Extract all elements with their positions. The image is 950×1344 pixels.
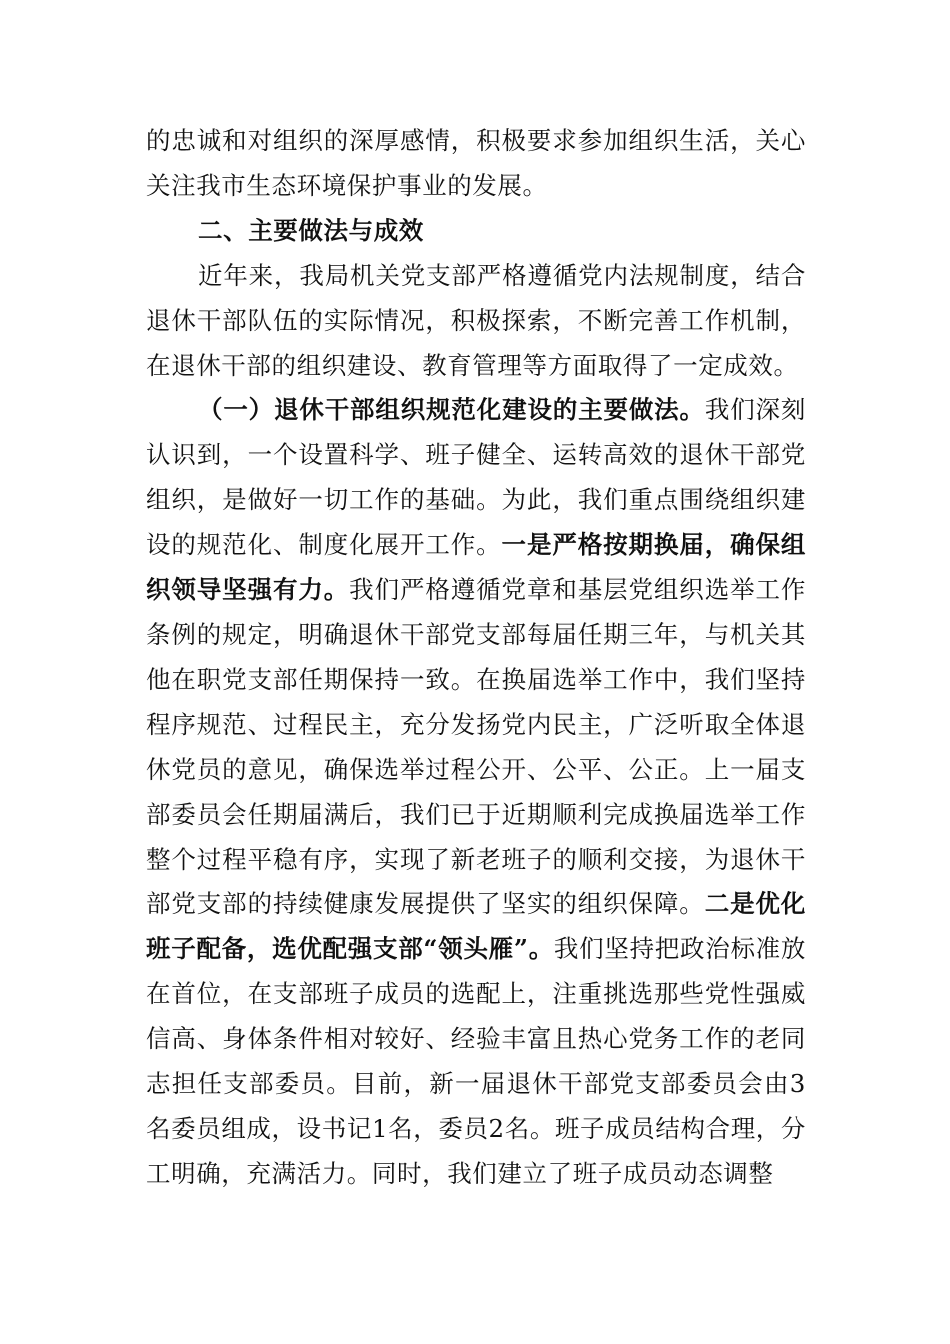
paragraph-intro: 近年来，我局机关党支部严格遵循党内法规制度，结合退休干部队伍的实际情况，积极探索，不断完善工作机制，在退休干部的组织建设、教育管理等方面取得了一定成效。 — [146, 260, 806, 380]
bold-point-one: 一是严格按期换届，确保组织领导坚强有力。 — [146, 530, 806, 605]
paragraph-text-segment: 我们坚持把政治标准放在首位，在支部班子成员的选配上，注重挑选那些党性强威信高、身体条件相对较好、经验丰富且热心党务工作的老同志担任支部委员。目前，新一届退休干部党支部委员会由3名委员组成，设书记1名，委员2名。班子成员结构合理，分工明确，充满活力。同时，我们建立了班子成员动态调整 — [146, 934, 806, 1188]
document-body — [146, 119, 806, 1197]
section-heading: 二、主要做法与成效 — [198, 215, 424, 245]
paragraph-org-building — [146, 388, 806, 1196]
paragraph-text-segment: 我们严格遵循党章和基层党组织选举工作条例的规定，明确退休干部党支部每届任期三年，与机关其他在职党支部任期保持一致。在换届选举工作中，我们坚持程序规范、过程民主，充分发扬党内民主，广泛听取全体退休党员的意见，确保选举过程公开、公平、公正。上一届支部委员会任期届满后，我们已于近期顺利完成换届选举工作整个过程平稳有序，实现了新老班子的顺利交接，为退休干部党支部的持续健康发展提供了坚实的组织保障。 — [146, 575, 806, 919]
bold-point-two: 二是优化班子配备，选优配强支部“领头雁”。 — [146, 889, 806, 964]
subsection-heading: （一）退休干部组织规范化建设的主要做法。 — [198, 395, 705, 425]
paragraph-continuation: 的忠诚和对组织的深厚感情，积极要求参加组织生活，关心关注我市生态环境保护事业的发展。 — [146, 126, 806, 200]
paragraph-text-segment: 我们深刻认识到，一个设置科学、班子健全、运转高效的退休干部党组织，是做好一切工作的基础。为此，我们重点围绕组织建设的规范化、制度化展开工作。 — [146, 395, 807, 560]
